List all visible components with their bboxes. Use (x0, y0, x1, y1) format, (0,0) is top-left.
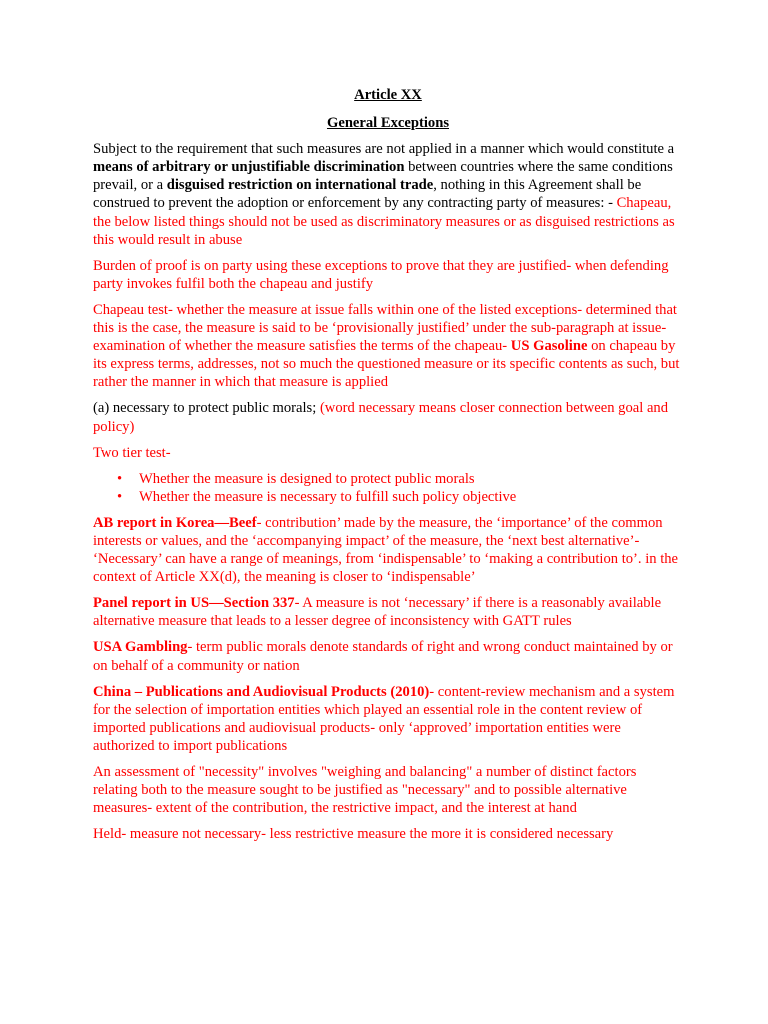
korea-beef-paragraph (93, 514, 683, 586)
document-page (93, 86, 683, 851)
intro-paragraph (93, 140, 683, 249)
list-item-text: Whether the measure is designed to protect public morals (139, 470, 475, 487)
chapeau-text-2: on chapeau by its express terms, addresses, not so much the questioned measure or its specific contents as such, but rather the manner in which that measure is applied (93, 338, 680, 391)
article-title: Article XX (354, 87, 422, 103)
china-publications-case: China – Publications and Audiovisual Products (2010) (93, 683, 430, 700)
intro-bold-1: means of arbitrary or unjustifiable discrimination (93, 159, 405, 176)
list-item (117, 488, 683, 506)
held-paragraph: Held- measure not necessary- less restrictive measure the more it is considered necessary (93, 826, 614, 843)
usa-gambling-paragraph (93, 638, 683, 674)
us-337-paragraph (93, 594, 683, 630)
bullet-icon: • (117, 488, 123, 505)
section-subtitle: General Exceptions (326, 115, 449, 132)
bullet-icon: • (117, 470, 123, 487)
two-tier-heading: Two tier test- (93, 444, 171, 461)
chapeau-test-paragraph (93, 301, 683, 391)
item-a-text: (a) necessary to protect public morals; (93, 400, 320, 417)
item-a-note: (word necessary means closer connection between goal and policy) (93, 400, 669, 435)
korea-beef-text: - contribution’ made by the measure, the ‘importance’ of the common interests or values, and the ‘accompanying impact’ of the measure, the ‘next best alternative’- ‘Necessary’ can have a range of meanings, from ‘indispensable’ to ‘making a contribution to’. in the context of Article XX(d), the meaning is closer to ‘indispensable’ (93, 514, 679, 586)
us-337-text: - A measure is not ‘necessary’ if there is a reasonably available alternative measure that leads to a lesser degree of inconsistency with GATT rules (93, 595, 662, 630)
china-publications-paragraph (93, 683, 683, 755)
intro-text-2: between countries where the same conditions prevail, or a (93, 159, 673, 194)
china-publications-text: - content-review mechanism and a system for the selection of importation entities which played an essential role in the content review of imported publications and audiovisual products- only ‘approved’ importation entities were authorized to import publications (93, 683, 675, 754)
intro-bold-2: disguised restriction on international trade (166, 177, 434, 194)
korea-beef-case: AB report in Korea—Beef (93, 514, 257, 531)
chapeau-text-1: Chapeau test- whether the measure at issue falls within one of the listed exceptions- determined that this is the case, the measure is said to be ‘provisionally justified’ under the sub-paragraph at issue- examination of whether the measure satisfies the terms of the chapeau- (93, 301, 677, 355)
intro-text-1: Subject to the requirement that such measures are not applied in a manner which would constitute a (93, 141, 675, 158)
item-a-paragraph (93, 399, 683, 435)
necessity-paragraph: An assessment of "necessity" involves "weighing and balancing" a number of distinct factors relating both to the measure sought to be justified as "necessary" and to possible alternative measures- extent of the contribution, the restrictive impact, and the interest at hand (93, 764, 637, 817)
list-item-text: Whether the measure is necessary to fulfill such policy objective (139, 488, 517, 505)
us-337-case: Panel report in US—Section 337 (93, 595, 295, 612)
usa-gambling-text: - term public morals denote standards of right and wrong conduct maintained by or on behalf of a community or nation (93, 639, 673, 674)
intro-text-3: , nothing in this Agreement shall be construed to prevent the adoption or enforcement by any contracting party of measures: - (93, 177, 642, 212)
usa-gambling-case: USA Gambling (93, 639, 188, 656)
list-item (117, 470, 683, 488)
intro-chapeau-note: Chapeau, the below listed things should not be used as discriminatory measures or as disguised restrictions as this would result in abuse (93, 195, 675, 248)
burden-paragraph: Burden of proof is on party using these exceptions to prove that they are justified- when defending party invokes fulfil both the chapeau and justify (93, 257, 669, 292)
chapeau-case-name: US Gasoline (510, 338, 588, 355)
two-tier-list (93, 470, 683, 506)
